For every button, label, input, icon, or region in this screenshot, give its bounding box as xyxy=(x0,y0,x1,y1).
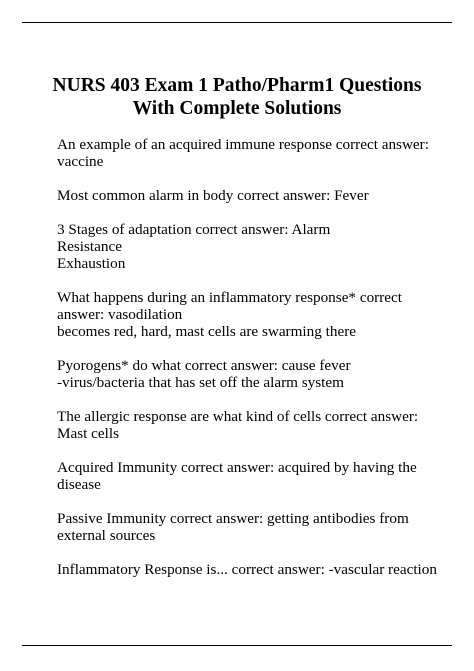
qa-item xyxy=(57,187,457,204)
qa-item xyxy=(57,408,457,442)
qa-text-line: Most common alarm in body correct answer: Fever xyxy=(57,187,369,204)
qa-item xyxy=(57,510,457,544)
qa-item xyxy=(57,289,457,340)
qa-text-line: -virus/bacteria that has set off the alarm system xyxy=(57,374,344,391)
title-line: With Complete Solutions xyxy=(132,98,342,119)
qa-text-line: Mast cells xyxy=(57,425,120,442)
qa-item xyxy=(57,357,457,391)
qa-text-line: Acquired Immunity correct answer: acquired by having the xyxy=(57,459,417,476)
question-answer-list xyxy=(57,136,457,595)
qa-text-line: Pyorogens* do what correct answer: cause fever xyxy=(57,357,351,374)
qa-text-line: Inflammatory Response is... correct answer: -vascular reaction xyxy=(57,561,437,578)
qa-text-line: An example of an acquired immune response correct answer: xyxy=(57,136,429,153)
qa-text-line: Exhaustion xyxy=(57,255,126,272)
footer-rule xyxy=(22,645,452,646)
qa-text-line: answer: vasodilation xyxy=(57,306,183,323)
qa-item xyxy=(57,459,457,493)
qa-text-line: becomes red, hard, mast cells are swarming there xyxy=(57,323,356,340)
document-title xyxy=(30,74,444,120)
qa-text-line: external sources xyxy=(57,527,156,544)
qa-item xyxy=(57,136,457,170)
qa-text-line: Passive Immunity correct answer: getting antibodies from xyxy=(57,510,409,527)
qa-item xyxy=(57,221,457,272)
qa-text-line: vaccine xyxy=(57,153,104,170)
header-rule xyxy=(22,22,452,23)
qa-text-line: disease xyxy=(57,476,101,493)
qa-item xyxy=(57,561,457,578)
qa-text-line: What happens during an inflammatory response* correct xyxy=(57,289,402,306)
title-line: NURS 403 Exam 1 Patho/Pharm1 Questions xyxy=(52,75,422,96)
qa-text-line: Resistance xyxy=(57,238,122,255)
qa-text-line: The allergic response are what kind of cells correct answer: xyxy=(57,408,419,425)
qa-text-line: 3 Stages of adaptation correct answer: Alarm xyxy=(57,221,331,238)
